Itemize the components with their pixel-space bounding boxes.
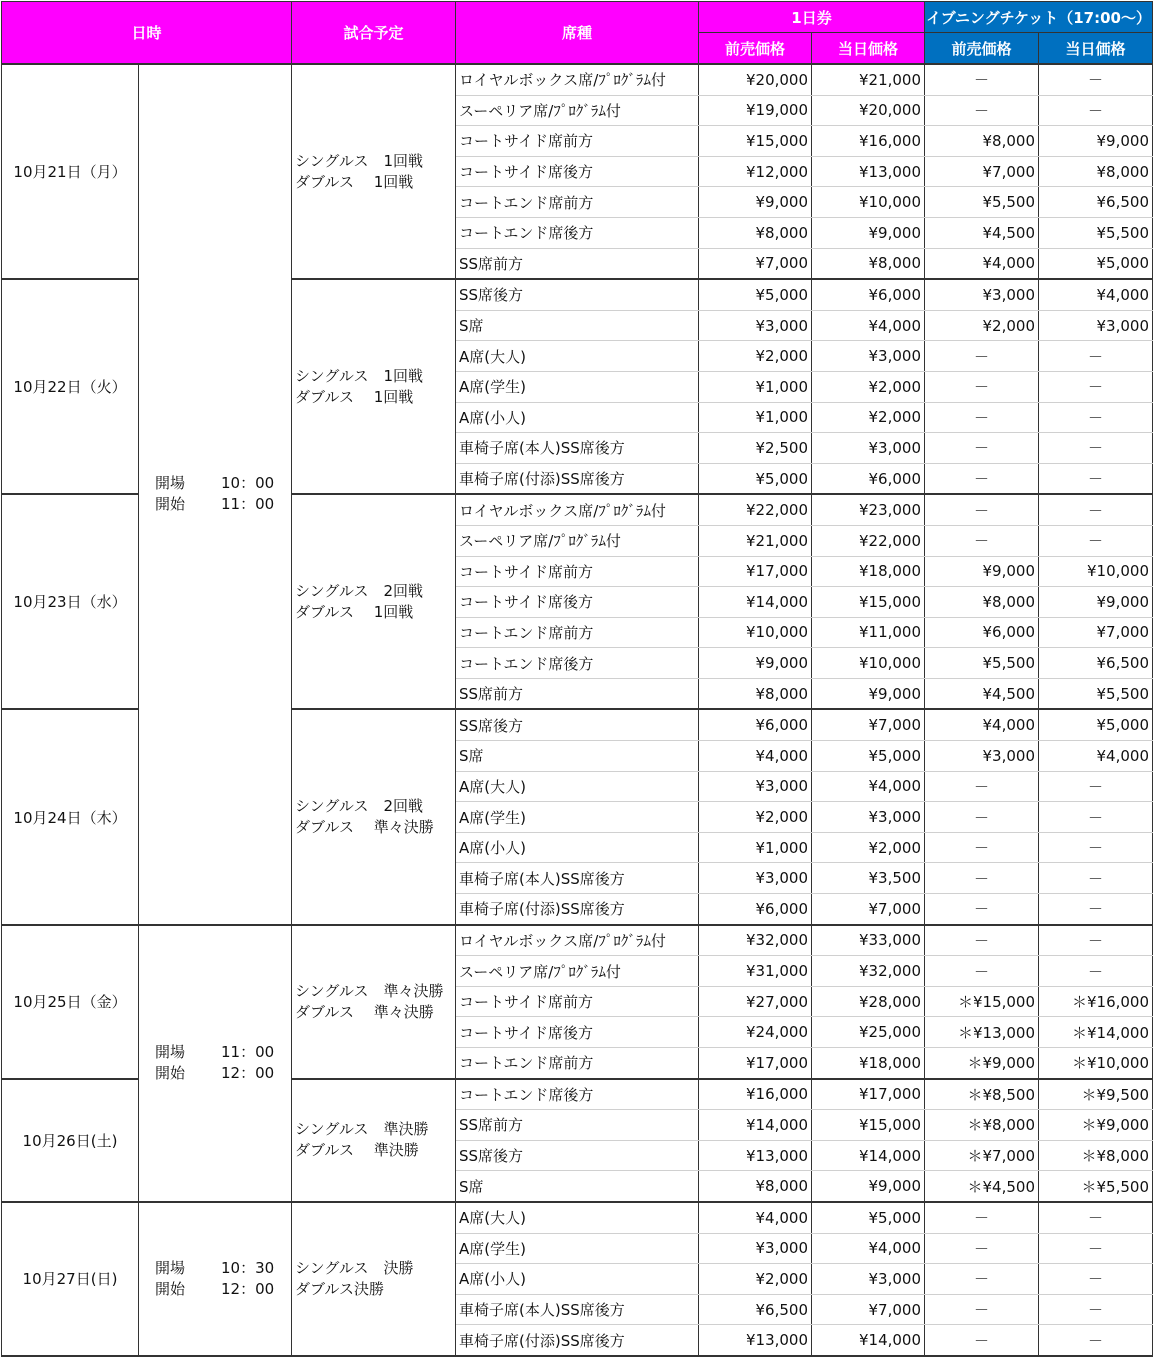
evening-sameday-price: ＊¥10,000 [1039, 1048, 1153, 1079]
oneday-advance-price: ¥17,000 [699, 1048, 812, 1079]
evening-sameday-price: － [1039, 894, 1153, 925]
seat-type: A席(小人) [456, 402, 699, 433]
evening-sameday-price: ¥5,000 [1039, 248, 1153, 279]
seat-type: A席(小人) [456, 1264, 699, 1295]
oneday-advance-price: ¥1,000 [699, 371, 812, 402]
match-cell [292, 64, 456, 279]
time-line [155, 473, 288, 494]
oneday-sameday-price: ¥33,000 [812, 925, 925, 956]
evening-sameday-price: － [1039, 802, 1153, 833]
time-label: 開場 [155, 474, 186, 493]
oneday-sameday-price: ¥4,000 [812, 310, 925, 341]
evening-advance-price: ¥4,000 [925, 248, 1039, 279]
oneday-sameday-price: ¥28,000 [812, 986, 925, 1017]
oneday-advance-price: ¥2,500 [699, 433, 812, 464]
seat-type: コートエンド席後方 [456, 217, 699, 248]
date-cell: 10月27日(日) [2, 1202, 139, 1356]
evening-sameday-price: － [1039, 525, 1153, 556]
evening-sameday-price: ¥7,000 [1039, 617, 1153, 648]
oneday-advance-price: ¥3,000 [699, 1233, 812, 1264]
time-label: 開場 [155, 1043, 186, 1062]
seat-type: A席(大人) [456, 1202, 699, 1233]
oneday-advance-price: ¥27,000 [699, 986, 812, 1017]
time-value: 11：00 [221, 1043, 275, 1062]
evening-advance-price: ¥8,000 [925, 126, 1039, 157]
time-label: 開場 [155, 1258, 186, 1277]
oneday-sameday-price: ¥18,000 [812, 1048, 925, 1079]
evening-advance-price: － [925, 64, 1039, 95]
oneday-advance-price: ¥9,000 [699, 187, 812, 218]
evening-sameday-price: ＊¥9,500 [1039, 1079, 1153, 1110]
time-cell [139, 925, 292, 1202]
oneday-advance-price: ¥12,000 [699, 156, 812, 187]
evening-advance-price: ¥3,000 [925, 741, 1039, 772]
oneday-sameday-price: ¥3,000 [812, 433, 925, 464]
seat-type: A席(大人) [456, 771, 699, 802]
oneday-sameday-price: ¥32,000 [812, 956, 925, 987]
evening-advance-price: － [925, 1294, 1039, 1325]
match-line: ダブルス 準々決勝 [295, 1002, 434, 1021]
oneday-advance-price: ¥5,000 [699, 463, 812, 494]
oneday-sameday-price: ¥3,500 [812, 863, 925, 894]
oneday-advance-price: ¥14,000 [699, 1110, 812, 1141]
time-value: 10：00 [221, 474, 275, 493]
oneday-sameday-price: ¥15,000 [812, 1110, 925, 1141]
seat-type: S席 [456, 741, 699, 772]
oneday-sameday-price: ¥17,000 [812, 1079, 925, 1110]
oneday-advance-price: ¥2,000 [699, 341, 812, 372]
evening-advance-price: － [925, 1202, 1039, 1233]
oneday-advance-price: ¥24,000 [699, 1017, 812, 1048]
evening-sameday-price: － [1039, 1325, 1153, 1356]
match-line: ダブルス 1回戦 [295, 387, 414, 406]
oneday-advance-price: ¥1,000 [699, 832, 812, 863]
evening-sameday-price: ＊¥5,500 [1039, 1171, 1153, 1202]
evening-advance-price: － [925, 1325, 1039, 1356]
seat-type: コートサイド席後方 [456, 587, 699, 618]
evening-advance-price: ＊¥8,000 [925, 1110, 1039, 1141]
evening-sameday-price: ¥3,000 [1039, 310, 1153, 341]
evening-advance-price: ＊¥4,500 [925, 1171, 1039, 1202]
oneday-sameday-price: ¥10,000 [812, 187, 925, 218]
time-line [155, 1042, 288, 1063]
evening-advance-price: ¥3,000 [925, 279, 1039, 310]
match-line: シングルス 決勝 [295, 1258, 414, 1277]
oneday-advance-price: ¥2,000 [699, 1264, 812, 1295]
seat-type: A席(大人) [456, 341, 699, 372]
evening-sameday-price: ＊¥16,000 [1039, 986, 1153, 1017]
seat-type: ロイヤルボックス席/ﾌﾟﾛｸﾞﾗﾑ付 [456, 64, 699, 95]
match-cell [292, 1202, 456, 1356]
oneday-advance-price: ¥22,000 [699, 494, 812, 525]
evening-advance-price: － [925, 771, 1039, 802]
oneday-sameday-price: ¥6,000 [812, 463, 925, 494]
evening-advance-price: － [925, 802, 1039, 833]
oneday-sameday-price: ¥18,000 [812, 556, 925, 587]
table-row [2, 925, 1153, 956]
seat-type: SS席前方 [456, 248, 699, 279]
seat-type: コートサイド席後方 [456, 1017, 699, 1048]
seat-type: SS席前方 [456, 678, 699, 709]
oneday-advance-price: ¥2,000 [699, 802, 812, 833]
date-cell: 10月24日（木） [2, 709, 139, 924]
evening-advance-price: ¥6,000 [925, 617, 1039, 648]
oneday-advance-price: ¥3,000 [699, 310, 812, 341]
seat-type: SS席後方 [456, 1140, 699, 1171]
evening-sameday-price: ¥10,000 [1039, 556, 1153, 587]
oneday-advance-price: ¥10,000 [699, 617, 812, 648]
time-value: 11：00 [221, 495, 275, 514]
evening-sameday-price: － [1039, 1264, 1153, 1295]
evening-sameday-price: ¥6,500 [1039, 648, 1153, 679]
oneday-sameday-price: ¥15,000 [812, 587, 925, 618]
header-oneday: 1日券 [699, 2, 925, 33]
oneday-advance-price: ¥20,000 [699, 64, 812, 95]
seat-type: SS席後方 [456, 709, 699, 740]
oneday-advance-price: ¥21,000 [699, 525, 812, 556]
oneday-advance-price: ¥4,000 [699, 1202, 812, 1233]
evening-sameday-price: － [1039, 95, 1153, 126]
oneday-sameday-price: ¥5,000 [812, 1202, 925, 1233]
oneday-advance-price: ¥8,000 [699, 678, 812, 709]
evening-advance-price: － [925, 894, 1039, 925]
oneday-advance-price: ¥6,000 [699, 894, 812, 925]
evening-advance-price: ¥4,000 [925, 709, 1039, 740]
match-line: シングルス 準決勝 [295, 1120, 429, 1139]
evening-advance-price: ＊¥15,000 [925, 986, 1039, 1017]
seat-type: SS席後方 [456, 279, 699, 310]
time-line [155, 494, 288, 515]
oneday-advance-price: ¥1,000 [699, 402, 812, 433]
oneday-advance-price: ¥13,000 [699, 1140, 812, 1171]
oneday-advance-price: ¥3,000 [699, 771, 812, 802]
seat-type: S席 [456, 310, 699, 341]
oneday-sameday-price: ¥7,000 [812, 709, 925, 740]
match-line: ダブルス 1回戦 [295, 172, 414, 191]
seat-type: コートエンド席後方 [456, 648, 699, 679]
oneday-sameday-price: ¥6,000 [812, 279, 925, 310]
oneday-advance-price: ¥8,000 [699, 217, 812, 248]
oneday-advance-price: ¥7,000 [699, 248, 812, 279]
oneday-advance-price: ¥4,000 [699, 741, 812, 772]
match-cell [292, 494, 456, 709]
evening-advance-price: － [925, 956, 1039, 987]
evening-advance-price: ＊¥8,500 [925, 1079, 1039, 1110]
match-line: シングルス 2回戦 [295, 797, 423, 816]
time-value: 12：00 [221, 1279, 275, 1298]
evening-sameday-price: ¥4,000 [1039, 741, 1153, 772]
evening-sameday-price: － [1039, 771, 1153, 802]
evening-advance-price: － [925, 925, 1039, 956]
oneday-advance-price: ¥32,000 [699, 925, 812, 956]
seat-type: A席(学生) [456, 1233, 699, 1264]
seat-type: コートサイド席前方 [456, 986, 699, 1017]
oneday-sameday-price: ¥16,000 [812, 126, 925, 157]
evening-sameday-price: － [1039, 494, 1153, 525]
oneday-sameday-price: ¥14,000 [812, 1140, 925, 1171]
header-oneday-sameday: 当日価格 [812, 33, 925, 65]
oneday-advance-price: ¥14,000 [699, 587, 812, 618]
oneday-sameday-price: ¥2,000 [812, 371, 925, 402]
evening-sameday-price: ＊¥14,000 [1039, 1017, 1153, 1048]
evening-sameday-price: ¥5,500 [1039, 678, 1153, 709]
oneday-sameday-price: ¥25,000 [812, 1017, 925, 1048]
evening-advance-price: ＊¥9,000 [925, 1048, 1039, 1079]
seat-type: 車椅子席(付添)SS席後方 [456, 894, 699, 925]
seat-type: 車椅子席(本人)SS席後方 [456, 1294, 699, 1325]
evening-sameday-price: ¥9,000 [1039, 587, 1153, 618]
oneday-sameday-price: ¥3,000 [812, 802, 925, 833]
date-cell: 10月26日(土) [2, 1079, 139, 1202]
match-line: ダブルス 準決勝 [295, 1141, 419, 1160]
seat-type: スーペリア席/ﾌﾟﾛｸﾞﾗﾑ付 [456, 956, 699, 987]
evening-sameday-price: － [1039, 1202, 1153, 1233]
oneday-advance-price: ¥8,000 [699, 1171, 812, 1202]
evening-advance-price: ¥4,500 [925, 678, 1039, 709]
evening-sameday-price: ¥4,000 [1039, 279, 1153, 310]
table-row [2, 64, 1153, 95]
evening-advance-price: ¥8,000 [925, 587, 1039, 618]
evening-advance-price: － [925, 1233, 1039, 1264]
seat-type: 車椅子席(付添)SS席後方 [456, 463, 699, 494]
oneday-sameday-price: ¥13,000 [812, 156, 925, 187]
oneday-advance-price: ¥5,000 [699, 279, 812, 310]
time-value: 12：00 [221, 1064, 275, 1083]
seat-type: コートサイド席前方 [456, 556, 699, 587]
match-cell [292, 1079, 456, 1202]
seat-type: コートエンド席前方 [456, 1048, 699, 1079]
oneday-advance-price: ¥17,000 [699, 556, 812, 587]
seat-type: A席(小人) [456, 832, 699, 863]
match-cell [292, 925, 456, 1079]
header-evening: イブニングチケット（17:00～） [925, 2, 1153, 33]
table-row [2, 1202, 1153, 1233]
oneday-advance-price: ¥13,000 [699, 1325, 812, 1356]
seat-type: S席 [456, 1171, 699, 1202]
evening-advance-price: － [925, 341, 1039, 372]
evening-sameday-price: － [1039, 463, 1153, 494]
evening-sameday-price: － [1039, 925, 1153, 956]
ticket-price-table [1, 1, 1153, 1357]
header-datetime: 日時 [2, 2, 292, 65]
evening-advance-price: ＊¥13,000 [925, 1017, 1039, 1048]
oneday-sameday-price: ¥22,000 [812, 525, 925, 556]
date-cell: 10月25日（金） [2, 925, 139, 1079]
header-match: 試合予定 [292, 2, 456, 65]
time-line [155, 1063, 288, 1084]
time-label: 開始 [155, 495, 186, 514]
evening-advance-price: － [925, 832, 1039, 863]
date-cell: 10月22日（火） [2, 279, 139, 494]
evening-sameday-price: － [1039, 402, 1153, 433]
oneday-advance-price: ¥31,000 [699, 956, 812, 987]
match-line: ダブルス 1回戦 [295, 602, 414, 621]
match-line: シングルス 1回戦 [295, 151, 423, 170]
evening-sameday-price: － [1039, 956, 1153, 987]
evening-sameday-price: ＊¥8,000 [1039, 1140, 1153, 1171]
date-cell: 10月21日（月） [2, 64, 139, 279]
oneday-sameday-price: ¥7,000 [812, 894, 925, 925]
evening-sameday-price: ¥9,000 [1039, 126, 1153, 157]
oneday-advance-price: ¥19,000 [699, 95, 812, 126]
seat-type: ロイヤルボックス席/ﾌﾟﾛｸﾞﾗﾑ付 [456, 494, 699, 525]
oneday-sameday-price: ¥2,000 [812, 402, 925, 433]
oneday-sameday-price: ¥20,000 [812, 95, 925, 126]
evening-sameday-price: ＊¥9,000 [1039, 1110, 1153, 1141]
evening-advance-price: ¥4,500 [925, 217, 1039, 248]
evening-advance-price: － [925, 463, 1039, 494]
evening-advance-price: ¥2,000 [925, 310, 1039, 341]
evening-advance-price: ¥5,500 [925, 187, 1039, 218]
evening-advance-price: － [925, 433, 1039, 464]
evening-sameday-price: － [1039, 371, 1153, 402]
seat-type: SS席前方 [456, 1110, 699, 1141]
time-label: 開始 [155, 1064, 186, 1083]
match-line: ダブルス決勝 [295, 1279, 384, 1298]
oneday-sameday-price: ¥4,000 [812, 1233, 925, 1264]
time-line [155, 1258, 288, 1279]
oneday-sameday-price: ¥9,000 [812, 1171, 925, 1202]
evening-sameday-price: ¥8,000 [1039, 156, 1153, 187]
oneday-sameday-price: ¥7,000 [812, 1294, 925, 1325]
evening-advance-price: － [925, 1264, 1039, 1295]
time-label: 開始 [155, 1279, 186, 1298]
seat-type: A席(学生) [456, 802, 699, 833]
seat-type: コートエンド席後方 [456, 1079, 699, 1110]
seat-type: コートサイド席後方 [456, 156, 699, 187]
header-oneday-advance: 前売価格 [699, 33, 812, 65]
match-line: シングルス 2回戦 [295, 581, 423, 600]
match-line: シングルス 1回戦 [295, 366, 423, 385]
time-line [155, 1279, 288, 1300]
date-cell: 10月23日（水） [2, 494, 139, 709]
oneday-sameday-price: ¥3,000 [812, 341, 925, 372]
oneday-sameday-price: ¥8,000 [812, 248, 925, 279]
seat-type: ロイヤルボックス席/ﾌﾟﾛｸﾞﾗﾑ付 [456, 925, 699, 956]
evening-advance-price: － [925, 95, 1039, 126]
time-cell [139, 64, 292, 925]
oneday-sameday-price: ¥11,000 [812, 617, 925, 648]
seat-type: コートエンド席前方 [456, 187, 699, 218]
oneday-advance-price: ¥6,500 [699, 1294, 812, 1325]
table-body [2, 64, 1153, 1356]
evening-advance-price: ¥7,000 [925, 156, 1039, 187]
seat-type: コートサイド席前方 [456, 126, 699, 157]
evening-advance-price: － [925, 494, 1039, 525]
evening-sameday-price: － [1039, 832, 1153, 863]
oneday-advance-price: ¥15,000 [699, 126, 812, 157]
evening-sameday-price: － [1039, 1233, 1153, 1264]
time-cell [139, 1202, 292, 1356]
seat-type: 車椅子席(本人)SS席後方 [456, 863, 699, 894]
evening-advance-price: ¥5,500 [925, 648, 1039, 679]
header-seat: 席種 [456, 2, 699, 65]
oneday-sameday-price: ¥9,000 [812, 217, 925, 248]
evening-advance-price: － [925, 402, 1039, 433]
seat-type: スーペリア席/ﾌﾟﾛｸﾞﾗﾑ付 [456, 95, 699, 126]
seat-type: 車椅子席(付添)SS席後方 [456, 1325, 699, 1356]
header-evening-advance: 前売価格 [925, 33, 1039, 65]
oneday-sameday-price: ¥23,000 [812, 494, 925, 525]
oneday-advance-price: ¥9,000 [699, 648, 812, 679]
time-value: 10：30 [221, 1258, 275, 1277]
evening-advance-price: ¥9,000 [925, 556, 1039, 587]
oneday-sameday-price: ¥21,000 [812, 64, 925, 95]
oneday-sameday-price: ¥2,000 [812, 832, 925, 863]
evening-sameday-price: － [1039, 863, 1153, 894]
seat-type: 車椅子席(本人)SS席後方 [456, 433, 699, 464]
evening-sameday-price: ¥5,500 [1039, 217, 1153, 248]
oneday-sameday-price: ¥4,000 [812, 771, 925, 802]
evening-sameday-price: ¥6,500 [1039, 187, 1153, 218]
evening-sameday-price: － [1039, 433, 1153, 464]
seat-type: コートエンド席前方 [456, 617, 699, 648]
evening-advance-price: － [925, 525, 1039, 556]
evening-advance-price: － [925, 371, 1039, 402]
oneday-advance-price: ¥16,000 [699, 1079, 812, 1110]
evening-sameday-price: － [1039, 341, 1153, 372]
match-line: ダブルス 準々決勝 [295, 818, 434, 837]
header-evening-sameday: 当日価格 [1039, 33, 1153, 65]
seat-type: スーペリア席/ﾌﾟﾛｸﾞﾗﾑ付 [456, 525, 699, 556]
evening-advance-price: ＊¥7,000 [925, 1140, 1039, 1171]
oneday-sameday-price: ¥10,000 [812, 648, 925, 679]
match-cell [292, 709, 456, 924]
oneday-sameday-price: ¥14,000 [812, 1325, 925, 1356]
oneday-advance-price: ¥3,000 [699, 863, 812, 894]
evening-advance-price: － [925, 863, 1039, 894]
match-line: シングルス 準々決勝 [295, 981, 444, 1000]
evening-sameday-price: ¥5,000 [1039, 709, 1153, 740]
evening-sameday-price: － [1039, 64, 1153, 95]
seat-type: A席(学生) [456, 371, 699, 402]
oneday-sameday-price: ¥9,000 [812, 678, 925, 709]
oneday-sameday-price: ¥5,000 [812, 741, 925, 772]
evening-sameday-price: － [1039, 1294, 1153, 1325]
oneday-advance-price: ¥6,000 [699, 709, 812, 740]
match-cell [292, 279, 456, 494]
oneday-sameday-price: ¥3,000 [812, 1264, 925, 1295]
